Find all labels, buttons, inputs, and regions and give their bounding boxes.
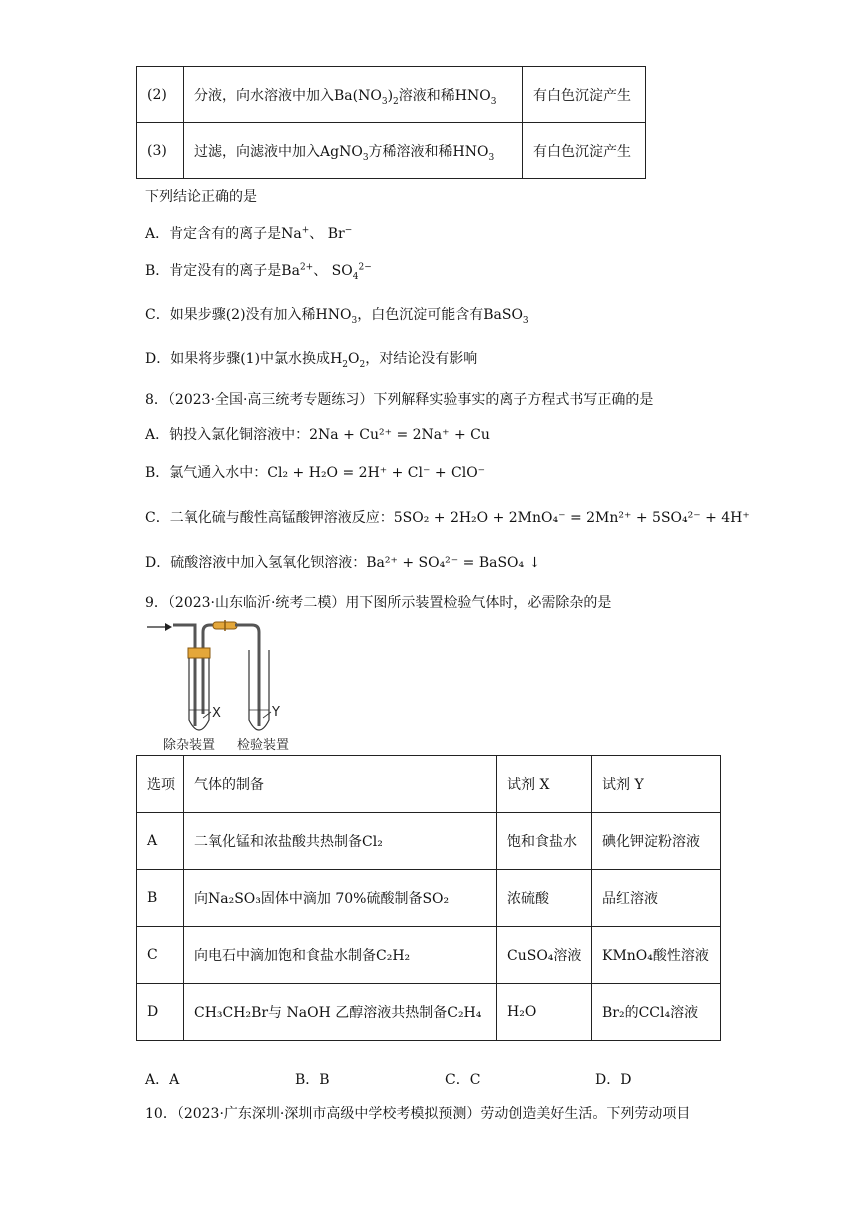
preparation-cell: 二氧化锰和浓盐酸共热制备Cl₂ — [184, 813, 497, 870]
header-reagent-x: 试剂 X — [497, 756, 592, 813]
reagent-x-cell: CuSO₄溶液 — [497, 927, 592, 984]
table-row — [137, 927, 721, 984]
q10-stem: 10．（2023·广东深圳·深圳市高级中学校考模拟预测）劳动创造美好生活。下列劳动项目 — [145, 1106, 691, 1122]
q9-option-d: D．D — [595, 1072, 632, 1088]
q9-option-b: B．B — [295, 1072, 330, 1088]
q8-option-b: B．氯气通入水中：Cl₂ + H₂O = 2H⁺ + Cl⁻ + ClO⁻ — [145, 465, 486, 481]
reagent-y-cell: Br₂的CCl₄溶液 — [592, 984, 721, 1041]
q9-options — [145, 1070, 745, 1090]
q9-stem: 9．（2023·山东临沂·统考二模）用下图所示装置检验气体时，必需除杂的是 — [145, 595, 612, 611]
step-cell: (2) — [137, 67, 184, 123]
reagent-x-cell: 饱和食盐水 — [497, 813, 592, 870]
q9-option-a: A．A — [145, 1072, 180, 1088]
table-row — [137, 984, 721, 1041]
reagent-x-cell: 浓硫酸 — [497, 870, 592, 927]
preparation-cell: 向Na₂SO₃固体中滴加 70%硫酸制备SO₂ — [184, 870, 497, 927]
q7-option-a: A．肯定含有的离子是Na+、 Br− — [145, 225, 353, 242]
q9-option-c: C．C — [445, 1072, 481, 1088]
step-cell: (3) — [137, 123, 184, 179]
table-row — [137, 67, 646, 123]
option-cell: B — [137, 870, 184, 927]
reagent-x-label: X — [212, 706, 221, 721]
q7-option-b: B．肯定没有的离子是$Ba^{2+}$、 $SO_4^{2-}$ — [145, 262, 372, 282]
q7-option-c: C．如果步骤(2)没有加入稀$HNO_3$，白色沉淀可能含有BaSO$_3$ — [145, 307, 529, 326]
table-row — [137, 870, 721, 927]
reagent-y-cell: KMnO₄酸性溶液 — [592, 927, 721, 984]
result-cell: 有白色沉淀产生 — [523, 123, 646, 179]
reagent-y-cell: 品红溶液 — [592, 870, 721, 927]
header-reagent-y: 试剂 Y — [592, 756, 721, 813]
reagent-x-cell: H₂O — [497, 984, 592, 1041]
detection-caption: 检验装置 — [237, 738, 290, 753]
header-preparation: 气体的制备 — [184, 756, 497, 813]
option-cell: C — [137, 927, 184, 984]
purification-caption: 除杂装置 — [163, 738, 216, 753]
q8-option-c: C．二氧化硫与酸性高锰酸钾溶液反应：5SO₂ + 2H₂O + 2MnO₄⁻ = 2Mn²⁺ + 5SO₄²⁻ + 4H⁺ — [145, 510, 750, 526]
q7-stem: 下列结论正确的是 — [145, 189, 257, 205]
table-row — [137, 123, 646, 179]
header-option: 选项 — [137, 756, 184, 813]
table-header-row — [137, 756, 721, 813]
result-cell: 有白色沉淀产生 — [523, 67, 646, 123]
preparation-cell: CH₃CH₂Br与 NaOH 乙醇溶液共热制备C₂H₄ — [184, 984, 497, 1041]
experiment-steps-table — [136, 66, 646, 179]
reagent-y-cell: 碘化钾淀粉溶液 — [592, 813, 721, 870]
table-row — [137, 813, 721, 870]
q8-option-d: D．硫酸溶液中加入氢氧化钡溶液：Ba²⁺ + SO₄²⁻ = BaSO₄ ↓ — [145, 555, 541, 571]
operation-cell: 过滤，向滤液中加入AgNO$_3$方稀溶液和稀$HNO_3$ — [184, 123, 523, 179]
q8-option-a: A．钠投入氯化铜溶液中：2Na + Cu²⁺ = 2Na⁺ + Cu — [145, 427, 490, 443]
gas-reagent-table — [136, 755, 721, 1041]
option-cell: A — [137, 813, 184, 870]
operation-cell: 分液，向水溶液中加入$Ba(NO_3)_2$溶液和稀$HNO_3$ — [184, 67, 523, 123]
q7-option-d: D．如果将步骤(1)中氯水换成$H_2O_2$，对结论没有影响 — [145, 351, 478, 370]
preparation-cell: 向电石中滴加饱和食盐水制备C₂H₂ — [184, 927, 497, 984]
q8-stem: 8．（2023·全国·高三统考专题练习）下列解释实验事实的离子方程式书写正确的是 — [145, 392, 654, 408]
reagent-y-label: Y — [272, 705, 280, 720]
gas-apparatus-diagram — [145, 618, 315, 754]
option-cell: D — [137, 984, 184, 1041]
